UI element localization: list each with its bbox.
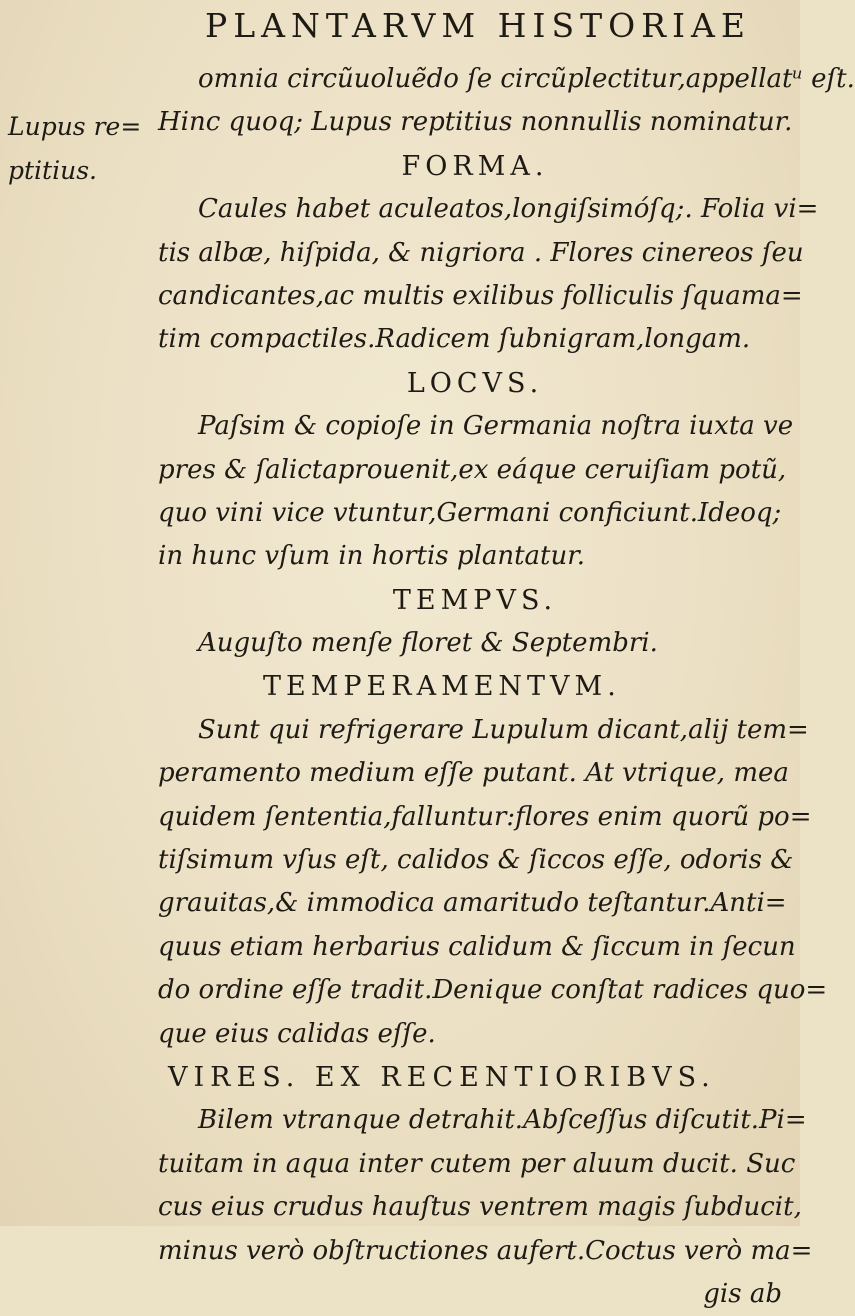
- running-head: PLANTARVM HISTORIAE: [205, 6, 751, 45]
- text-line: quo vini vice vtuntur,Germani conficiunt.Ideoq;: [158, 497, 782, 528]
- text-line: tis albæ, hiſpida, & nigriora . Flores cinereos ſeu: [158, 237, 804, 268]
- section-heading: FORMA.: [401, 150, 549, 182]
- text-line: grauitas,& immodica amaritudo teſtantur.Anti=: [158, 888, 787, 919]
- section-heading: LOCVS.: [406, 367, 544, 399]
- text-line: Hinc quoq; Lupus reptitius nonnullis nominatur.: [158, 107, 793, 138]
- text-line: que eius calidas eſſe.: [158, 1018, 436, 1049]
- text-line: tim compactiles.Radicem ſubnigram,longam.: [158, 324, 751, 355]
- text-line: pres & ſalictaprouenit,ex eáque ceruiſiam potũ,: [158, 454, 787, 485]
- text-line: tiſsimum vſus eſt, calidos & ſiccos eſſe, odoris &: [158, 845, 794, 876]
- body-text: [158, 58, 855, 1316]
- text-line: tuitam in aqua inter cutem per aluum ducit. Suc: [158, 1148, 796, 1179]
- text-line: minus verò obſtructiones aufert.Coctus verò ma=: [158, 1235, 813, 1266]
- text-line: Caules habet aculeatos,longiſsimóſq;. Folia vi=: [198, 194, 819, 225]
- section-heading: VIRES. EX RECENTIORIBVS.: [168, 1061, 716, 1093]
- text-line: omnia circũuoluẽdo ſe circũplectitur,appellatᵘ eſt.: [198, 64, 855, 94]
- text-line: Sunt qui refrigerare Lupulum dicant,alij tem=: [198, 714, 809, 745]
- margin-note-line: ptitius.: [8, 156, 97, 185]
- text-line: Paſsim & copioſe in Germania noſtra iuxta ve: [198, 411, 794, 442]
- catchword: gis ab: [703, 1278, 782, 1309]
- text-line: peramento medium eſſe putant. At vtrique, mea: [158, 758, 789, 789]
- section-heading: TEMPERAMENTVM.: [263, 671, 621, 703]
- text-line: in hunc vſum in hortis plantatur.: [158, 541, 586, 572]
- section-heading: TEMPVS.: [392, 584, 558, 616]
- text-line: candicantes,ac multis exilibus folliculis ſquama=: [158, 280, 803, 311]
- text-line: do ordine eſſe tradit.Denique conſtat radices quo=: [158, 975, 828, 1006]
- text-line: cus eius crudus hauſtus ventrem magis ſubducit,: [158, 1192, 802, 1223]
- margin-note: [8, 105, 158, 193]
- text-line: quus etiam herbarius calidum & ſiccum in ſecun: [158, 931, 796, 962]
- margin-note-line: Lupus re=: [8, 112, 142, 141]
- text-line: quidem ſententia,falluntur:flores enim quorũ po=: [158, 801, 812, 832]
- text-line: Bilem vtranque detrahit.Abſceſſus diſcutit.Pi=: [198, 1105, 807, 1136]
- text-line: Auguſto menſe floret & Septembri.: [198, 628, 658, 659]
